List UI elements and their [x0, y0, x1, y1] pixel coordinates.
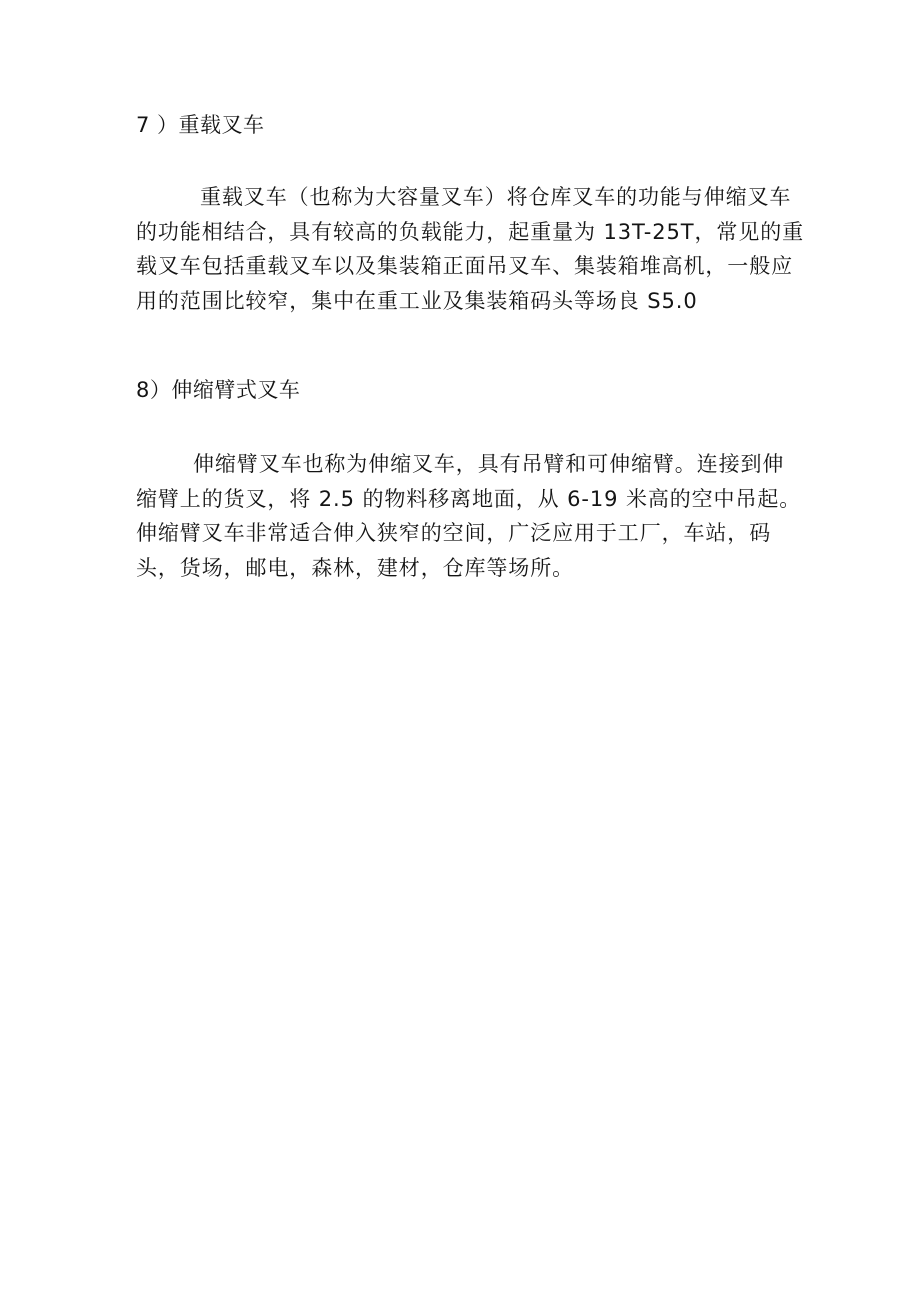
paragraph-telescopic-forklift: [136, 447, 802, 585]
paragraph-line: 载叉车包括重载叉车以及集装箱正面吊叉车、集装箱堆高机，一般应: [136, 254, 793, 279]
paragraph-line: 用的范围比较窄，集中在重工业及集装箱码头等场良 S5.0: [136, 288, 698, 313]
paragraph-line: 伸缩臂叉车也称为伸缩叉车，具有吊臂和可伸缩臂。连接到伸: [193, 452, 785, 476]
paragraph-line: 的功能相结合，具有较高的负载能力，起重量为 13T-25T，常见的重: [136, 219, 805, 244]
paragraph-line: 重载叉车（也称为大容量叉车）将仓库叉车的功能与伸缩叉车: [200, 185, 792, 209]
paragraph-line: 头，货场，邮电，森林，建材，仓库等场所。: [136, 555, 574, 580]
paragraph-line: 缩臂上的货叉，将 2.5 的物料移离地面，从 6-19 米高的空中吊起。: [136, 486, 802, 511]
section-heading-heavy-forklift: 7 ）重载叉车: [136, 113, 265, 137]
paragraph-line: 伸缩臂叉车非常适合伸入狭窄的空间，广泛应用于工厂，车站，码: [136, 521, 772, 546]
section-heading-telescopic-forklift: 8）伸缩臂式叉车: [136, 378, 301, 402]
paragraph-heavy-forklift: [136, 180, 805, 318]
